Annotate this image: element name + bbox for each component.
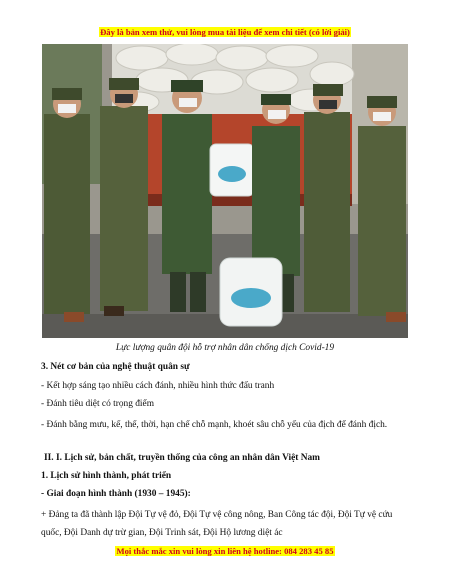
subsection-heading: 1. Lịch sử hình thành, phát triển [41,471,172,481]
preview-notice-banner [0,27,450,37]
hotline-notice-text: Mọi thắc mắc xin vui lòng xin liên hệ hotline: 084 283 45 85 [116,546,334,556]
bullet-item: - Kết hợp sáng tạo nhiều cách đánh, nhiều hình thức đấu tranh [41,381,275,391]
bullet-item: - Đánh tiêu diệt có trọng điểm [41,399,154,409]
section-3-heading: 3. Nét cơ bản của nghệ thuật quân sự [41,362,190,372]
hotline-notice-banner [0,546,450,556]
body-paragraph: + Đảng ta đã thành lập Đội Tự vệ đỏ, Đội Tự vệ công nông, Ban Công tác đội, Đội Tự vệ cứu quốc, Đội Danh dự trừ gian, Đội Trinh sát, Đội Hộ lương diệt ác [41,510,393,538]
period-heading: - Giai đoạn hình thành (1930 – 1945): [41,489,191,499]
preview-notice-text: Đây là bản xem thử, vui lòng mua tài liệu để xem chi tiết (có lời giải) [100,27,350,37]
photo-soldiers-covid-support [42,44,408,338]
bullet-item: - Đánh bằng mưu, kế, thế, thời, hạn chế chỗ mạnh, khoét sâu chỗ yếu của địch để đánh địch. [41,420,388,430]
part-2-heading: II. I. Lịch sử, bản chất, truyền thống của công an nhân dân Việt Nam [44,453,320,463]
photo-caption: Lực lượng quân đội hỗ trợ nhân dân chống dịch Covid-19 [115,343,335,353]
